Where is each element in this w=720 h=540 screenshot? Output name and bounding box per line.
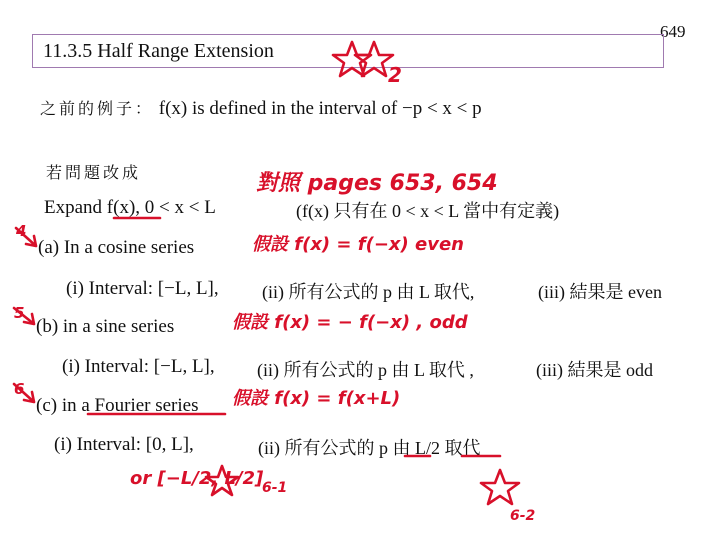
case-c-heading: (c) in a Fourier series [36, 395, 199, 416]
expand-note: (f(x) 只有在 0 < x < L 當中有定義) [296, 201, 560, 221]
case-b-result: (iii) 結果是 odd [536, 360, 653, 380]
ref-c: 6 [14, 380, 25, 398]
case-a-result: (iii) 結果是 even [538, 282, 662, 302]
change-label: 若問題改成 [46, 163, 142, 182]
case-c-replace: (ii) 所有公式的 p 由 L/2 取代 [258, 438, 481, 458]
sine-rule-note: 假設 f(x) = − f(−x) , odd [232, 312, 468, 333]
ref-b: 5 [14, 304, 25, 322]
slide-title: 11.3.5 Half Range Extension [43, 40, 274, 62]
case-a-replace: (ii) 所有公式的 p 由 L 取代, [262, 282, 475, 302]
case-b-replace: (ii) 所有公式的 p 由 L 取代 , [257, 360, 474, 380]
case-a-interval: (i) Interval: [−L, L], [66, 278, 219, 299]
expand-text: Expand f(x), 0 < x < L [44, 197, 216, 218]
reference-note: 對照 pages 653, 654 [256, 171, 498, 196]
page-number: 649 [660, 22, 686, 41]
case-c-interval: (i) Interval: [0, L], [54, 434, 194, 455]
case-b-heading: (b) in a sine series [36, 316, 175, 337]
fourier-rule-note: 假設 f(x) = f(x+L) [232, 388, 401, 409]
case-b-interval: (i) Interval: [−L, L], [62, 356, 215, 377]
alt-interval-note: or [−L/2, L/2] [130, 468, 264, 489]
intro-text: f(x) is defined in the interval of −p < x < p [158, 98, 482, 119]
case-a-heading: (a) In a cosine series [38, 237, 195, 258]
title-star-count: 2 [388, 63, 402, 87]
ref-star: 6-2 [510, 508, 536, 524]
ref-alt: 6-1 [262, 480, 288, 496]
intro-prefix: 之前的例子： [40, 99, 155, 118]
star-icon [481, 470, 519, 504]
ref-a: 4 [16, 222, 27, 240]
star-icon [333, 42, 371, 76]
cosine-rule-note: 假設 f(x) = f(−x) even [252, 234, 464, 255]
